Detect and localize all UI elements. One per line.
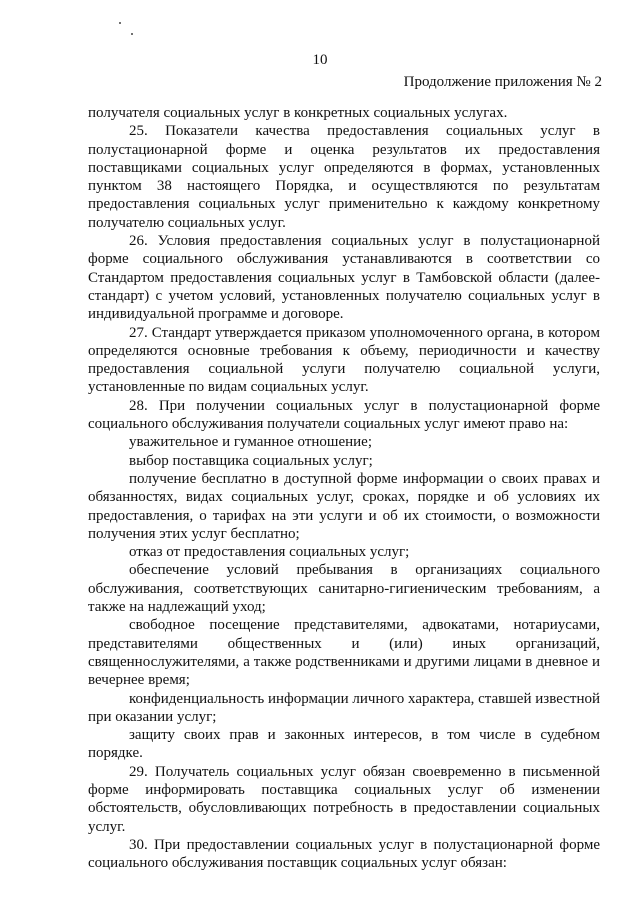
- scan-speck: [131, 33, 133, 35]
- paragraph: 30. При предоставлении социальных услуг в полустационарной форме социального обслуживания поставщик социальных услуг обязан:: [88, 836, 600, 872]
- paragraph: выбор поставщика социальных услуг;: [129, 452, 373, 469]
- appendix-continuation-note: Продолжение приложения № 2: [403, 74, 602, 90]
- paragraph: отказ от предоставления социальных услуг;: [129, 544, 410, 561]
- paragraph: 28. При получении социальных услуг в полустационарной форме социального обслуживания получатели социальных услуг имеют право на:: [88, 397, 600, 433]
- paragraph: 27. Стандарт утверждается приказом уполномоченного органа, в котором определяются основные требования к объему, периодичности и качеству предоставления социальной услуги получателю социальной услуги, установленные по видам социальных услуг.: [88, 324, 600, 396]
- paragraph: свободное посещение представителями, адвокатами, нотариусами, представителями общественных и (или) иных организаций, священнослужителями, а также родственниками и другими лицами в дневное и вечернее время;: [88, 617, 600, 689]
- paragraph: обеспечение условий пребывания в организациях социального обслуживания, соответствующих санитарно-гигиеническим требованиям, а также на надлежащий уход;: [88, 562, 600, 616]
- paragraph: 29. Получатель социальных услуг обязан своевременно в письменной форме информировать поставщика социальных услуг об изменении обстоятельств, обусловливающих потребность в предоставлении социальных услуг.: [88, 763, 600, 835]
- paragraph: 25. Показатели качества предоставления социальных услуг в полустационарной форме и оценка результатов их предоставления поставщиками социальных услуг определяются в формах, установленных пунктом 38 настоящего Порядка, и осуществляются по результатам предоставления социальных услуг применительно к каждому конкретному получателю социальных услуг.: [88, 123, 600, 231]
- document-body: [88, 104, 600, 872]
- paragraph: получение бесплатно в доступной форме информации о своих правах и обязанностях, видах социальных услуг, сроках, порядке и об условиях их предоставления, о тарифах на эти услуги и об их стоимости, о возможности получения этих услуг бесплатно;: [88, 470, 600, 542]
- paragraph: получателя социальных услуг в конкретных социальных услугах.: [88, 105, 508, 121]
- paragraph: конфиденциальность информации личного характера, ставшей известной при оказании услуг;: [88, 690, 600, 725]
- paragraph: 26. Условия предоставления социальных услуг в полустационарной форме социального обслуживания устанавливаются в соответствии со Стандартом предоставления социальных услуг в Тамбовской области (далее- стандарт) с учетом условий, установленных получателю социальных услуг в индивидуальной программе и договоре.: [88, 233, 600, 323]
- page-number: 10: [312, 52, 328, 68]
- paragraph: защиту своих прав и законных интересов, в том числе в судебном порядке.: [88, 727, 600, 762]
- paragraph: уважительное и гуманное отношение;: [129, 434, 372, 451]
- scan-speck: [119, 22, 121, 24]
